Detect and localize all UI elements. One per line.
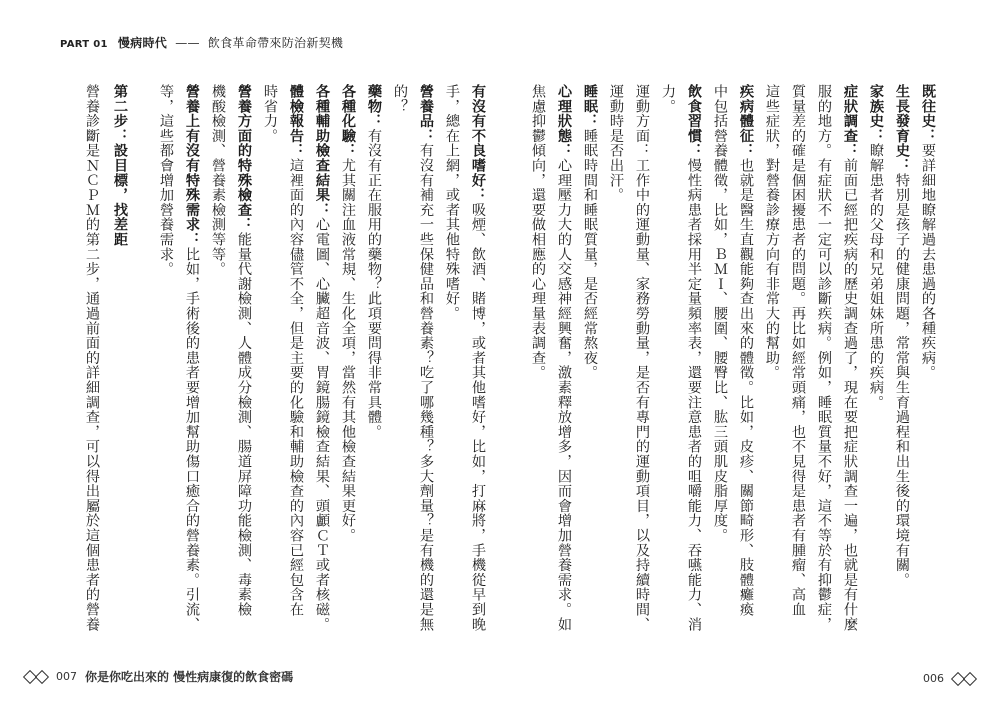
text-column: 營養診斷是ＮＣＰＭ的第二步，通過前面的詳細調查，可以得出屬於這個患者的營養 (84, 84, 100, 632)
left-page-body (80, 84, 490, 644)
right-page-body (520, 84, 940, 644)
text-column: 既往史：要詳細地瞭解過去患過的各種疾病。 (920, 84, 936, 381)
text-column: 疾病體征：也就是醫生直觀能夠查出來的體徵。比如，皮疹、關節畸形、肢體癱瘓 (738, 84, 754, 617)
text-column: 症狀調查：前面已經把疾病的歷史調查過了，現在要把症狀調查一遍，也就是有什麼 (842, 84, 858, 632)
text-column: 時省力。 (262, 84, 278, 144)
text-column: 焦慮抑鬱傾向，還要做相應的心理量表調查。 (530, 84, 546, 380)
header-dash: —— (175, 36, 200, 50)
page-number-left: 007 (56, 670, 77, 683)
text-column: 有沒有不良嗜好：吸煙、飲酒、賭博，或者其他嗜好，比如，打麻將，手機從早到晚 (470, 84, 486, 632)
text-column: 力。 (660, 84, 676, 114)
footer-left (24, 668, 293, 685)
text-column: 各種輔助檢查結果：心電圖、心臟超音波、胃鏡腸鏡檢查結果、頭顱ＣＴ或者核磁。 (314, 84, 330, 632)
text-column: 這些症狀，對營養診療方向有非常大的幫助。 (764, 84, 780, 380)
section-title: 慢病時代 (117, 36, 168, 50)
text-column: 服的地方。有症狀不一定可以診斷疾病。例如，睡眠質量不好，這不等於有抑鬱症， (816, 84, 832, 632)
text-column: 等，這些都會增加營養需求。 (158, 84, 174, 277)
text-column: 營養方面的特殊檢查：能量代謝檢測、人體成分檢測、腸道屏障功能檢測、毒素檢 (236, 84, 252, 617)
text-column: 心理狀態：心理壓力大的人交感神經興奮，激素釋放增多，因而會增加營養需求。如 (556, 84, 572, 632)
text-column: 藥物：有沒有正在服用的藥物？此項要問得非常具體。 (366, 84, 382, 440)
text-column: 各種化驗：尤其關注血液常規、生化全項，當然有其他檢查結果更好。 (340, 84, 356, 543)
text-column: 營養上有沒有特殊需求：比如，手術後的患者要增加幫助傷口癒合的營養素。引流、 (184, 84, 200, 632)
text-column: 運動方面：工作中的運動量、家務勞動量，是否有專門的運動項目，以及持續時間、 (634, 84, 650, 632)
text-column: 飲食習慣：慢性病患者採用半定量頻率表，還要注意患者的咀嚼能力、吞嚥能力、消 (686, 84, 702, 632)
running-header (60, 34, 343, 51)
page-number-right: 006 (923, 672, 944, 685)
text-column: 體檢報告：這裡面的內容儘管不全，但是主要的化驗和輔助檢查的內容已經包含在 (288, 84, 304, 617)
text-column: 機酸檢測、營養素檢測等等。 (210, 84, 226, 277)
book-title: 你是你吃出來的 慢性病康復的飲食密碼 (85, 670, 294, 684)
text-column: 營養品：有沒有補充一些保健品和營養素？吃了哪幾種？多大劑量？是有機的還是無 (418, 84, 434, 632)
diamond-ornament-icon (952, 674, 976, 684)
text-column: 生長發育史：特別是孩子的健康問題，常常與生育過程和出生後的環境有關。 (894, 84, 910, 588)
text-column: 運動時是否出汗。 (608, 84, 624, 203)
text-column: 的？ (392, 84, 408, 114)
text-column: 家族史：瞭解患者的父母和兄弟姐妹所患的疾病。 (868, 84, 884, 410)
text-column: 睡眠：睡眠時間和睡眠質量，是否經常熬夜。 (582, 84, 598, 381)
step-heading: 第二步：設目標，找差距 (112, 84, 128, 247)
diamond-ornament-icon (24, 672, 48, 682)
section-subtitle: 飲食革命帶來防治新契機 (207, 36, 344, 50)
text-column: 中包括營養體徵，比如，ＢＭＩ、腰圍、腰臀比、肱三頭肌皮脂厚度。 (712, 84, 728, 543)
text-column: 質量差的確是個困擾患者的問題。再比如經常頭痛，也不見得是患者有腫瘤、高血 (790, 84, 806, 617)
text-column: 手，總在上網，或者其他特殊嗜好。 (444, 84, 460, 321)
part-label: PART 01 (60, 39, 108, 50)
footer-right (923, 672, 976, 685)
